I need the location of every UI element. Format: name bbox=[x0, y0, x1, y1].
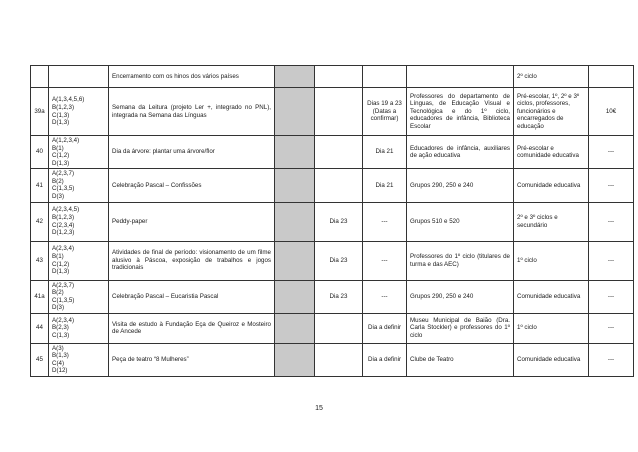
goal-code: A(2,3,4,5) bbox=[52, 206, 80, 214]
activity-number: 41 bbox=[31, 169, 49, 202]
activity-number: 45 bbox=[31, 343, 49, 376]
partners-cell: Grupos 290, 250 e 240 bbox=[407, 280, 514, 313]
partners-cell: Professores do 1º ciclo (titulares de turma e das AEC) bbox=[407, 241, 514, 280]
table-row bbox=[31, 313, 634, 343]
date-column-2: Dia 23 bbox=[315, 241, 363, 280]
goal-code: B(2,3) bbox=[52, 324, 69, 332]
cost-cell: --- bbox=[589, 280, 634, 313]
goal-code: A(1,3,4,5,6) bbox=[52, 96, 85, 104]
cost-cell: --- bbox=[589, 202, 634, 241]
goal-code: B(1,3) bbox=[52, 352, 69, 360]
table-row bbox=[31, 66, 634, 88]
date-column-1 bbox=[275, 202, 315, 241]
date-column-2: Dia 23 bbox=[315, 280, 363, 313]
goals-cell bbox=[49, 169, 109, 202]
date-column-3: --- bbox=[363, 241, 407, 280]
target-audience-cell: 2º e 3º ciclos e secundário bbox=[514, 202, 589, 241]
activity-description: Celebração Pascal – Eucaristia Pascal bbox=[109, 280, 275, 313]
goal-code: C(1,3) bbox=[52, 111, 70, 119]
goal-code: C(1,3,5) bbox=[52, 185, 75, 193]
target-audience-cell: Comunidade educativa bbox=[514, 280, 589, 313]
date-column-1 bbox=[275, 280, 315, 313]
activity-number: 39a bbox=[31, 88, 49, 136]
goal-code: C(1,3) bbox=[52, 332, 70, 340]
date-column-1 bbox=[275, 343, 315, 376]
goal-code: B(1,2,3) bbox=[52, 213, 75, 221]
partners-cell: Educadores de infância, auxiliares de ação educativa bbox=[407, 136, 514, 169]
partners-cell bbox=[407, 66, 514, 88]
date-column-2 bbox=[315, 88, 363, 136]
goals-cell bbox=[49, 88, 109, 136]
date-column-3: Dia a definir bbox=[363, 313, 407, 343]
goal-code: B(1,2,3) bbox=[52, 103, 75, 111]
cost-cell: --- bbox=[589, 343, 634, 376]
date-column-3: Dias 19 a 23 (Datas a confirmar) bbox=[363, 88, 407, 136]
goals-cell bbox=[49, 343, 109, 376]
target-audience-cell: Pré-escolar, 1º, 2º e 3º ciclos, professores, funcionários e encarregados de educação bbox=[514, 88, 589, 136]
date-column-2 bbox=[315, 169, 363, 202]
activity-description: Encerramento com os hinos dos vários países bbox=[109, 66, 275, 88]
goal-code: A(2,3,4) bbox=[52, 245, 75, 253]
goal-code: A(3) bbox=[52, 344, 64, 352]
activity-description: Peça de teatro “8 Mulheres” bbox=[109, 343, 275, 376]
goals-cell bbox=[49, 241, 109, 280]
cost-cell: --- bbox=[589, 241, 634, 280]
date-column-2: Dia 23 bbox=[315, 202, 363, 241]
table-row bbox=[31, 169, 634, 202]
goal-code: B(2) bbox=[52, 177, 64, 185]
date-column-3 bbox=[363, 66, 407, 88]
target-audience-cell: 1º ciclo bbox=[514, 313, 589, 343]
table-row bbox=[31, 280, 634, 313]
activity-description: Peddy-paper bbox=[109, 202, 275, 241]
goal-code: A(2,3,4) bbox=[52, 316, 75, 324]
table-row bbox=[31, 202, 634, 241]
date-column-2 bbox=[315, 343, 363, 376]
date-column-3: --- bbox=[363, 202, 407, 241]
activity-description: Atividades de final de período: visionamento de um filme alusivo à Páscoa, exposição de trabalhos e jogos tradicionais bbox=[109, 241, 275, 280]
date-column-1 bbox=[275, 136, 315, 169]
date-column-3: Dia 21 bbox=[363, 136, 407, 169]
target-audience-cell: Comunidade educativa bbox=[514, 169, 589, 202]
date-column-2 bbox=[315, 136, 363, 169]
activity-number: 40 bbox=[31, 136, 49, 169]
table-row bbox=[31, 88, 634, 136]
activities-table bbox=[30, 65, 634, 377]
activity-number: 43 bbox=[31, 241, 49, 280]
goal-code: D(1,3) bbox=[52, 119, 70, 127]
target-audience-cell: Comunidade educativa bbox=[514, 343, 589, 376]
goal-code: A(2,3,7) bbox=[52, 170, 75, 178]
date-column-1 bbox=[275, 66, 315, 88]
partners-cell: Grupos 510 e 520 bbox=[407, 202, 514, 241]
page-number: 15 bbox=[315, 405, 323, 412]
activity-number bbox=[31, 66, 49, 88]
date-column-1 bbox=[275, 241, 315, 280]
goal-code: D(12) bbox=[52, 367, 68, 375]
cost-cell: --- bbox=[589, 136, 634, 169]
date-column-2 bbox=[315, 313, 363, 343]
table-row bbox=[31, 241, 634, 280]
activity-description: Semana da Leitura (projeto Ler +, integrado no PNL), integrada na Semana das Línguas bbox=[109, 88, 275, 136]
goal-code: C(2,3,4) bbox=[52, 221, 75, 229]
date-column-1 bbox=[275, 88, 315, 136]
partners-cell: Professores do departamento de Línguas, de Educação Visual e Tecnológica e do 1º ciclo, educadores de infância, Biblioteca Escolar bbox=[407, 88, 514, 136]
goal-code: A(2,3,7) bbox=[52, 281, 75, 289]
date-column-1 bbox=[275, 313, 315, 343]
date-column-3: Dia 21 bbox=[363, 169, 407, 202]
activity-description: Celebração Pascal – Confissões bbox=[109, 169, 275, 202]
target-audience-cell: 2º ciclo bbox=[514, 66, 589, 88]
goal-code: D(1,2,3) bbox=[52, 229, 75, 237]
goals-cell bbox=[49, 280, 109, 313]
date-column-2 bbox=[315, 66, 363, 88]
activity-description: Dia da árvore: plantar uma árvore/flor bbox=[109, 136, 275, 169]
cost-cell: --- bbox=[589, 313, 634, 343]
target-audience-cell: 1º ciclo bbox=[514, 241, 589, 280]
partners-cell: Grupos 290, 250 e 240 bbox=[407, 169, 514, 202]
target-audience-cell: Pré-escolar e comunidade educativa bbox=[514, 136, 589, 169]
cost-cell bbox=[589, 66, 634, 88]
goal-code: B(1) bbox=[52, 252, 64, 260]
partners-cell: Museu Municipal de Baião (Dra. Carla Stockler) e professores do 1º ciclo bbox=[407, 313, 514, 343]
goals-cell bbox=[49, 202, 109, 241]
activity-number: 42 bbox=[31, 202, 49, 241]
date-column-1 bbox=[275, 169, 315, 202]
cost-cell: --- bbox=[589, 169, 634, 202]
goal-code: D(1,3) bbox=[52, 268, 70, 276]
goal-code: D(3) bbox=[52, 304, 65, 312]
goal-code: A(1,2,3,4) bbox=[52, 137, 80, 144]
goal-code: D(1,3) bbox=[52, 159, 70, 167]
goals-cell bbox=[49, 66, 109, 88]
table-row bbox=[31, 136, 634, 169]
goal-code: D(3) bbox=[52, 192, 65, 200]
activity-number: 44 bbox=[31, 313, 49, 343]
activity-description: Visita de estudo à Fundação Eça de Queiroz e Mosteiro de Ancede bbox=[109, 313, 275, 343]
goal-code: C(1,2) bbox=[52, 152, 70, 160]
date-column-3: Dia a definir bbox=[363, 343, 407, 376]
activity-number: 41a bbox=[31, 280, 49, 313]
goal-code: C(1,2) bbox=[52, 260, 70, 268]
date-column-3: --- bbox=[363, 280, 407, 313]
goal-code: C(4) bbox=[52, 359, 65, 367]
table-row bbox=[31, 343, 634, 376]
goal-code: C(1,3,5) bbox=[52, 296, 75, 304]
goal-code: B(2) bbox=[52, 289, 64, 297]
cost-cell: 10€ bbox=[589, 88, 634, 136]
goal-code: B(1) bbox=[52, 144, 64, 152]
goals-cell bbox=[49, 313, 109, 343]
goals-cell bbox=[49, 136, 109, 169]
partners-cell: Clube de Teatro bbox=[407, 343, 514, 376]
